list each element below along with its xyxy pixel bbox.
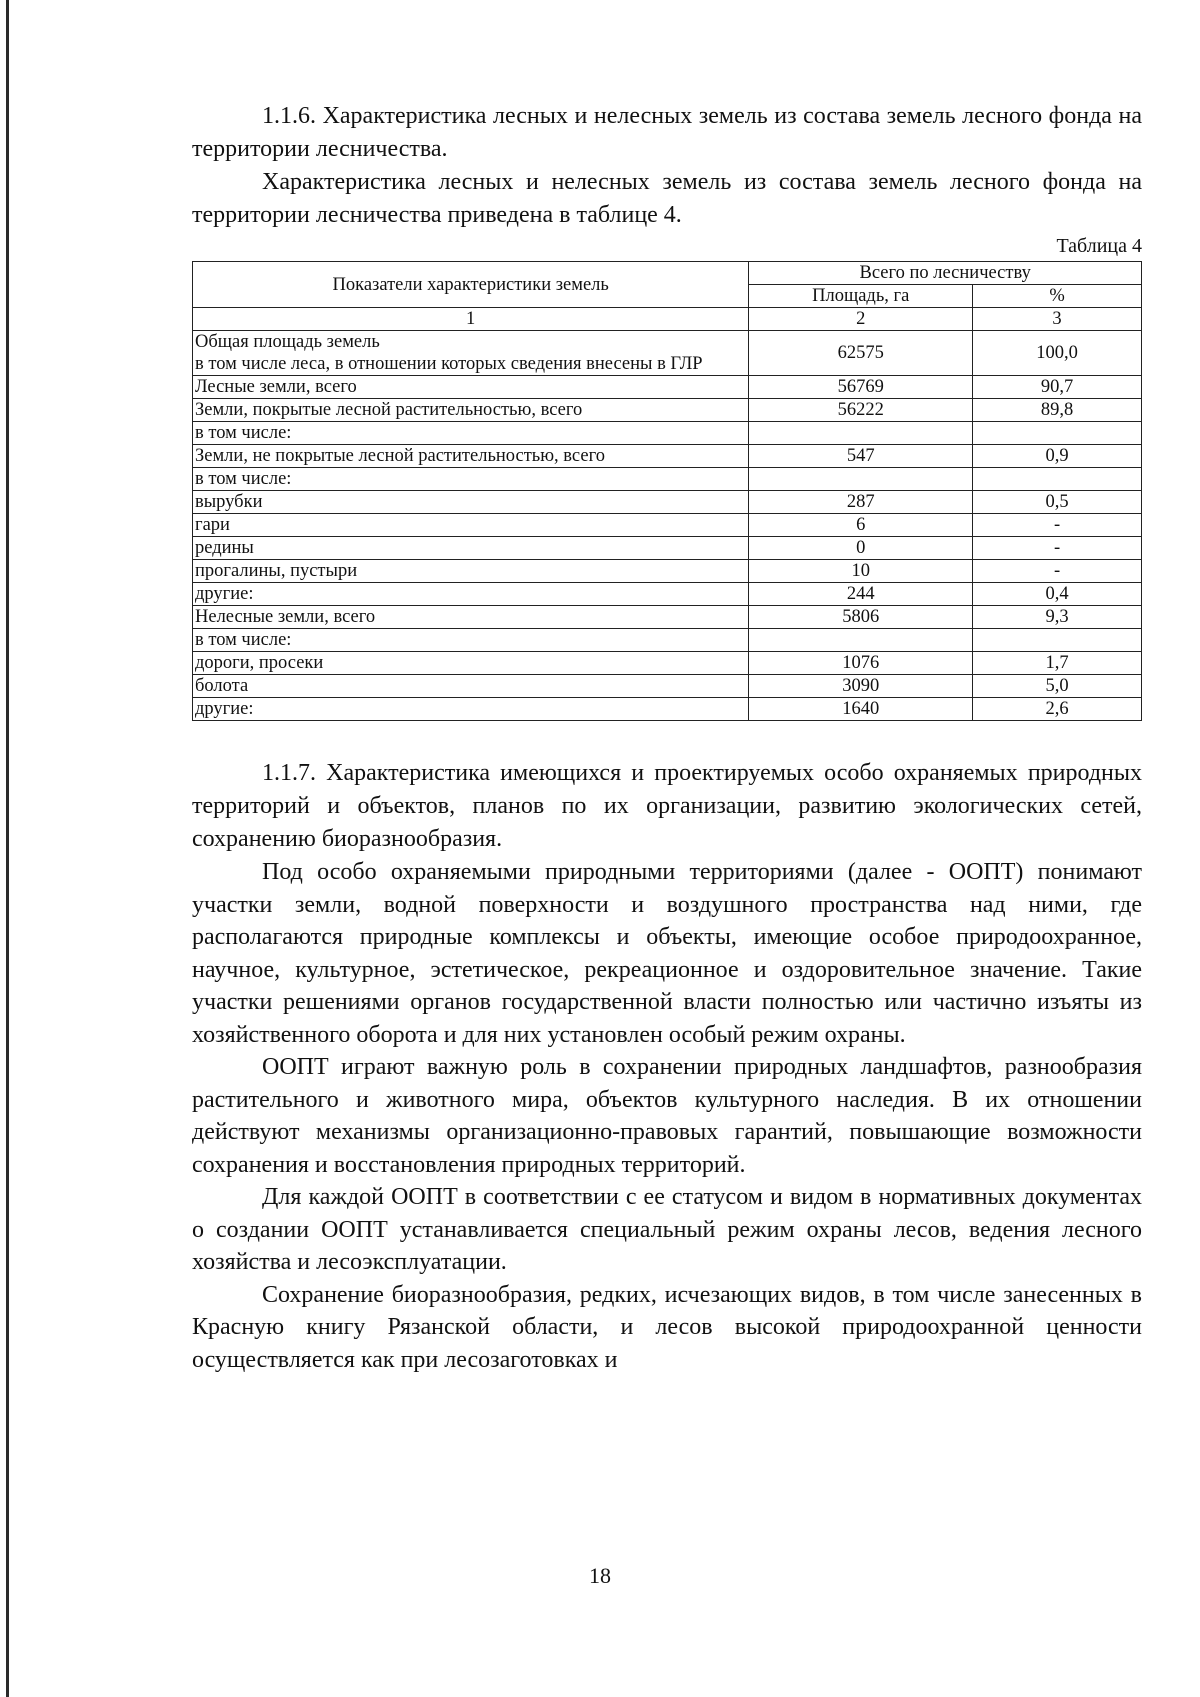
row-area: 6 [749,514,973,537]
row-percent: 9,3 [973,606,1142,629]
row-percent: 1,7 [973,652,1142,675]
row-name-line: в том числе леса, в отношении которых сведения внесены в ГЛР [195,354,703,374]
row-area [749,422,973,445]
section-1-1-6-heading: 1.1.6. Характеристика лесных и нелесных земель из состава земель лесного фонда на территории лесничества. [192,103,1142,162]
table-header-row [193,262,1142,285]
column-number: 3 [973,308,1142,331]
table-row [193,399,1142,422]
row-area: 62575 [749,331,973,376]
row-area [749,468,973,491]
row-percent: 5,0 [973,675,1142,698]
table-row [193,468,1142,491]
row-area: 547 [749,445,973,468]
row-name: в том числе: [193,629,749,652]
row-percent: 100,0 [973,331,1142,376]
table-row [193,514,1142,537]
section-1-1-7-paragraph: Под особо охраняемыми природными территориями (далее - ООПТ) понимают участки земли, водной поверхности и воздушного пространства над ними, где располагаются природные комплексы и объекты, имеющие особое природоохранное, научное, культурное, эстетическое, рекреационное и оздоровительное значение. Такие участки решениями органов государственной власти полностью или частично изъяты из хозяйственного оборота и для них установлен особый режим охраны. [192,859,1142,1048]
row-name: болота [193,675,749,698]
row-name: Нелесные земли, всего [193,606,749,629]
column-number: 1 [193,308,749,331]
table-row [193,560,1142,583]
row-percent: 89,8 [973,399,1142,422]
row-name [193,331,749,376]
row-percent [973,422,1142,445]
row-area: 1640 [749,698,973,721]
row-name: Земли, не покрытые лесной растительностью, всего [193,445,749,468]
row-area: 56222 [749,399,973,422]
section-1-1-6-paragraph: Характеристика лесных и нелесных земель из состава земель лесного фонда на территории лесничества приведена в таблице 4. [192,169,1142,228]
header-total: Всего по лесничеству [749,262,1142,285]
table-row [193,606,1142,629]
row-name: Лесные земли, всего [193,376,749,399]
row-percent: - [973,514,1142,537]
row-percent [973,629,1142,652]
table-row [193,331,1142,376]
table-row [193,422,1142,445]
row-area [749,629,973,652]
row-percent: 2,6 [973,698,1142,721]
row-area: 3090 [749,675,973,698]
row-name: дороги, просеки [193,652,749,675]
section-gap [192,721,1142,757]
table-row [193,583,1142,606]
section-1-1-7-paragraph: Для каждой ООПТ в соответствии с ее статусом и видом в нормативных документах о создании ООПТ устанавливается специальный режим охраны лесов, ведения лесного хозяйства и лесоэксплуатации. [192,1184,1142,1275]
row-percent: - [973,537,1142,560]
section-1-1-7-paragraph: ООПТ играют важную роль в сохранении природных ландшафтов, разнообразия растительного и животного мира, объектов культурного наследия. В их отношении действуют механизмы организационно-правовых гарантий, повышающие возможности сохранения и восстановления природных территорий. [192,1054,1142,1178]
row-name: в том числе: [193,468,749,491]
table-row [193,376,1142,399]
table-row [193,491,1142,514]
header-indicators: Показатели характеристики земель [193,262,749,308]
row-percent: 90,7 [973,376,1142,399]
table-row [193,698,1142,721]
document-page [192,100,1142,1376]
row-name: гари [193,514,749,537]
column-number: 2 [749,308,973,331]
row-percent: 0,5 [973,491,1142,514]
row-percent [973,468,1142,491]
table-row [193,445,1142,468]
row-name: другие: [193,583,749,606]
section-1-1-7-paragraph: Сохранение биоразнообразия, редких, исчезающих видов, в том числе занесенных в Красную книгу Рязанской области, и лесов высокой природоохранной ценности осуществляется как при лесозаготовках и [192,1281,1142,1373]
column-numbers-row [193,308,1142,331]
row-name: прогалины, пустыри [193,560,749,583]
row-area: 244 [749,583,973,606]
table-row [193,537,1142,560]
page-number: 18 [589,1563,611,1588]
row-percent: 0,9 [973,445,1142,468]
row-percent: 0,4 [973,583,1142,606]
row-name: другие: [193,698,749,721]
row-name: в том числе: [193,422,749,445]
row-name: вырубки [193,491,749,514]
row-area: 287 [749,491,973,514]
row-area: 1076 [749,652,973,675]
table-row [193,652,1142,675]
header-area: Площадь, га [749,285,973,308]
row-name: Земли, покрытые лесной растительностью, всего [193,399,749,422]
table-caption: Таблица 4 [1056,235,1142,257]
scan-edge [6,0,9,1697]
row-area: 0 [749,537,973,560]
land-characteristics-table [192,261,1142,721]
section-1-1-7-heading: 1.1.7. Характеристика имеющихся и проектируемых особо охраняемых природных территорий и объектов, планов по их организации, развитию экологических сетей, сохранению биоразнообразия. [192,760,1142,852]
row-area: 56769 [749,376,973,399]
row-name-line: Общая площадь земель [195,332,380,352]
row-area: 10 [749,560,973,583]
table-row [193,629,1142,652]
row-name: редины [193,537,749,560]
row-percent: - [973,560,1142,583]
table-row [193,675,1142,698]
row-area: 5806 [749,606,973,629]
header-percent: % [973,285,1142,308]
